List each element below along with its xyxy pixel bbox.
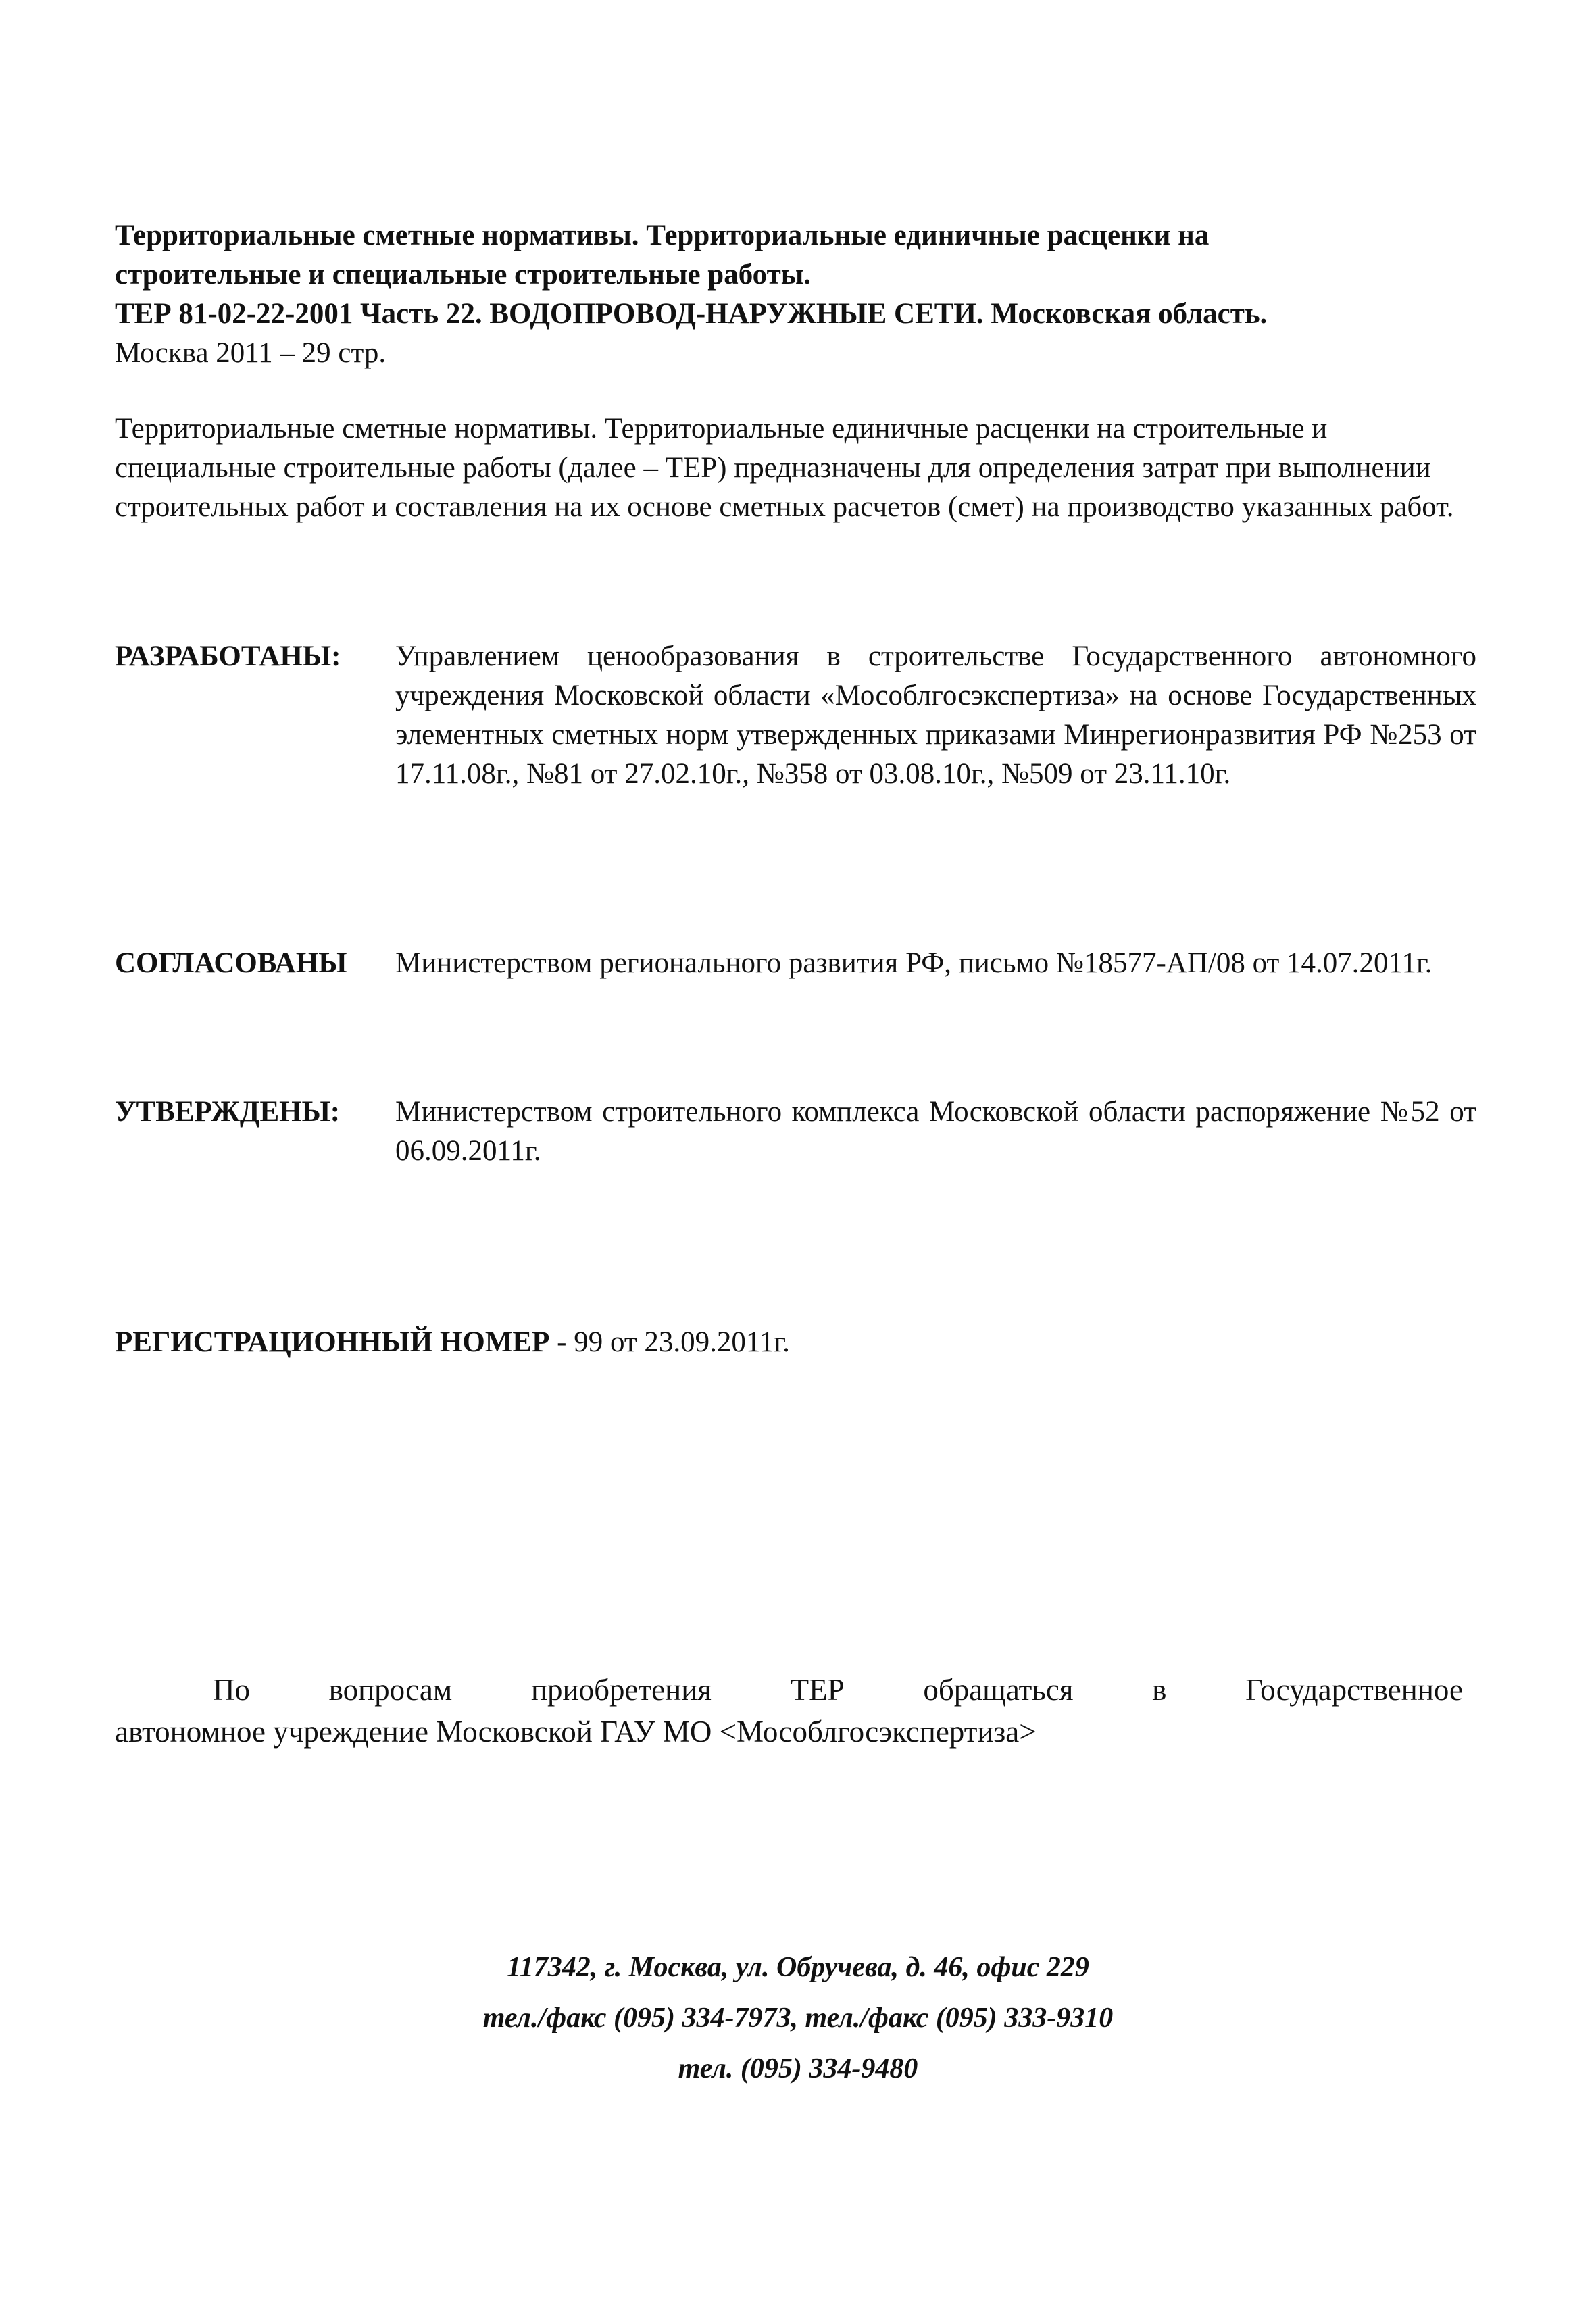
contact-word: вопросам — [328, 1673, 453, 1707]
approved-text: Министерством строительного комплекса Московской области распоряжение №52 от 06.09.2011г. — [395, 1096, 1476, 1167]
contact-word: в — [1152, 1673, 1167, 1707]
title-line-3: ТЕР 81-02-22-2001 Часть 22. ВОДОПРОВОД-НАРУЖНЫЕ СЕТИ. Московская область. — [115, 298, 1268, 330]
registration-section — [115, 1323, 790, 1362]
approved-label: УТВЕРЖДЕНЫ: — [115, 1096, 341, 1128]
developed-label: РАЗРАБОТАНЫ: — [115, 640, 341, 672]
contact-line-2: автономное учреждение Московской ГАУ МО <Мособлгосэкспертиза> — [115, 1715, 1037, 1749]
contact-word: приобретения — [530, 1673, 712, 1707]
title-line-2: строительные и специальные строительные работы. — [115, 259, 812, 291]
address-line-1: 117342, г. Москва, ул. Обручева, д. 46, офис 229 — [507, 1952, 1089, 1983]
registration-text: - 99 от 23.09.2011г. — [557, 1326, 790, 1358]
agreed-label: СОГЛАСОВАНЫ — [115, 947, 347, 979]
developed-text: Управлением ценообразования в строительстве Государственного автономного учреждения Московской области «Мособлгосэкспертиза» на основе Государственных элементных сметных норм утвержденных приказами Минрегионразвития РФ №253 от 17.11.08г., №81 от 27.02.10г., №358 от 03.08.10г., №509 от 23.11.10г. — [395, 640, 1476, 790]
title-line-1: Территориальные сметные нормативы. Территориальные единичные расценки на — [115, 220, 1210, 251]
contact-line-1 — [115, 1669, 1463, 1711]
contact-paragraph — [115, 1669, 1463, 1753]
address-line-3: тел. (095) 334-9480 — [678, 2053, 918, 2084]
address-line-2: тел./факс (095) 334-7973, тел./факс (095) 333-9310 — [482, 2003, 1114, 2034]
contact-word: По — [213, 1673, 250, 1707]
contact-word: Государственное — [1245, 1673, 1463, 1707]
contact-word: обращаться — [923, 1673, 1074, 1707]
contact-word: ТЕР — [790, 1673, 845, 1707]
document-title — [115, 216, 1473, 373]
agreed-text: Министерством регионального развития РФ, письмо №18577-АП/08 от 14.07.2011г. — [395, 947, 1432, 979]
intro-paragraph: Территориальные сметные нормативы. Территориальные единичные расценки на строительные и специальные строительные работы (далее – ТЕР) предназначены для определения затрат при выполнении строительных работ и составления на их основе сметных расчетов (смет) на производство указанных работ. — [115, 413, 1454, 523]
registration-label: РЕГИСТРАЦИОННЫЙ НОМЕР — [115, 1326, 550, 1358]
title-line-4: Москва 2011 – 29 стр. — [115, 337, 386, 369]
address-block — [0, 1942, 1596, 2094]
